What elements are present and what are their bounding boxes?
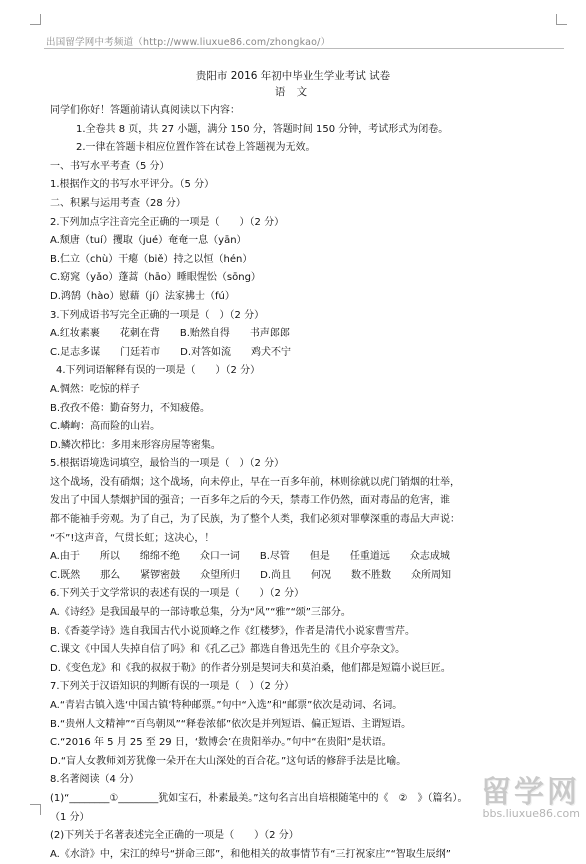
text-line: 3.下列成语书写完全正确的一项是（ ）（2 分） <box>50 309 265 321</box>
text-line: B.仁立（chù）干瘪（biě）持之以恒（hén） <box>50 253 253 265</box>
exam-subject: 语 文 <box>274 86 312 98</box>
text-line: A.红妆素裹 花刺在背 B.贻然自得 书声郎郎 <box>50 328 290 340</box>
text-line: (2)下列关于名著表述完全正确的一项是（ ）（2 分） <box>50 830 299 842</box>
text-line: C.课文《中国人失掉自信了吗》和《孔乙己》都选自鲁迅先生的《且介亭杂文》。 <box>50 644 406 656</box>
crop-mark-bottom-left <box>30 804 41 815</box>
text-line: D.《变色龙》和《我的叔叔于勒》的作者分别是契诃夫和莫泊桑，他们都是短篇小说巨匠。 <box>50 662 451 674</box>
text-line: A.《水浒》中，宋江的绰号“拼命三郎”，和他相关的故事情节有“三打祝家庄”“智取生辰纲” <box>50 848 451 860</box>
text-line: 同学们你好！答题前请认真阅读以下内容： <box>50 105 240 116</box>
crop-mark-top-left <box>30 14 41 25</box>
text-line: 都不能袖手旁观。为了自己，为了民族，为了整个人类，我们必须对罪孽深重的毒品大声说： <box>50 514 460 526</box>
site-watermark <box>481 767 580 820</box>
watermark-logo: 留学网 <box>481 775 580 810</box>
text-line: B.孜孜不倦：勤奋努力，不知疲倦。 <box>50 402 211 414</box>
exam-title: 贵阳市 2016 年初中毕业生学业考试 试卷 <box>195 70 391 82</box>
text-line: D.鳞次栉比：多用来形容房屋等密集。 <box>50 439 221 451</box>
text-line: 一、书写水平考查（5 分） <box>50 160 170 172</box>
text-line: （1 分） <box>50 811 90 823</box>
watermark-url: bbs.liuxue86.com <box>482 807 580 820</box>
text-line: A.惆然：吃惊的样子 <box>50 383 140 395</box>
text-line: 2.一律在答题卡相应位置作答在试卷上答题视为无效。 <box>76 142 316 154</box>
text-line: A.《诗经》是我国最早的一部诗歌总集，分为“风”“雅”“颂”三部分。 <box>50 607 351 619</box>
text-line: B.《香菱学诗》选自我国古代小说顶峰之作《红楼梦》，作者是清代小说家曹雪芹。 <box>50 625 416 637</box>
text-line: 1.根据作文的书写水平评分。（5 分） <box>50 179 215 191</box>
text-line: 2.下列加点字注音完全正确的一项是（ ）（2 分） <box>50 216 285 228</box>
text-line: C.既然 那么 紧锣密鼓 众望所归 D.尚且 何况 数不胜数 众所周知 <box>50 569 452 581</box>
text-line: 二、积累与运用考查（28 分） <box>50 197 186 209</box>
text-line: C.窈窕（yǎo）蓬蒿（hāo）睡眼惺忪（sōng） <box>50 272 261 284</box>
page-header-source: 出国留学网中考频道（http://www.liuxue86.com/zhongkao/） <box>46 37 331 48</box>
text-line: 这个战场，没有硝烟；这个战场，向未停止，早在一百多年前，林则徐就以虎门销烟的壮举， <box>50 476 460 488</box>
text-line: 8.名著阅读（4 分） <box>50 774 140 786</box>
exam-body-text <box>50 102 550 864</box>
text-line: C.嶙峋：高而险的山岩。 <box>50 421 161 433</box>
text-line: A.由于 所以 绵绵不绝 众口一词 B.尽管 但是 任重道远 众志成城 <box>50 551 450 563</box>
text-line: 6.下列关于文学常识的表述有误的一项是（ ）（2 分） <box>50 588 305 600</box>
text-line: (1)“________①________犹如宝石，朴素最美。”这句名言出自培根随笔中的《 ② 》（篇名）。 <box>50 792 468 804</box>
header-divider <box>44 48 564 49</box>
text-line: 4.下列词语解释有误的一项是（ ）（2 分） <box>56 365 261 377</box>
text-line: 5.根据语境选词填空，最恰当的一项是（ ）（2 分） <box>50 458 285 470</box>
text-line: 1.全卷共 8 页，共 27 小题，满分 150 分，答题时间 150 分钟，考试形式为闭卷。 <box>76 123 449 135</box>
text-line: “不”!这声音，气贯长虹；这决心，！ <box>50 532 215 544</box>
text-line: C.足志多谋 门廷若市 D.对答如流 鸡犬不宁 <box>50 346 292 358</box>
text-line: 发出了中国人禁烟护国的强音；一百多年之后的今天，禁毒工作仍然，面对毒品的危害，谁 <box>50 495 450 507</box>
text-line: D.“盲人女教师刘芳犹像一朵开在大山深处的百合花。”这句话的修辞手法是比喻。 <box>50 755 407 767</box>
text-line: 7.下列关于汉语知识的判断有误的一项是（ ）（2 分） <box>50 681 295 693</box>
text-line: C.“2016 年 5 月 25 至 29 日，‘数博会’在贵阳举办。”句中“在贵阳”是状语。 <box>50 737 392 749</box>
text-line: B.“贵州人文精神”“百鸟朝凤”“释卷浓郁”依次是并列短语、偏正短语、主谓短语。 <box>50 718 412 730</box>
text-line: D.鸿鹄（hào）慰藉（jí）法家拂士（fú） <box>50 290 235 302</box>
text-line: A.“青岩古镇入选‘中国古镇’特种邮票。”句中“入选”和“邮票”依次是动词、名词。 <box>50 700 403 711</box>
crop-mark-top-right <box>556 14 567 25</box>
text-line: A.颓唐（tuí）攫取（jué）奄奄一息（yān） <box>50 235 247 247</box>
